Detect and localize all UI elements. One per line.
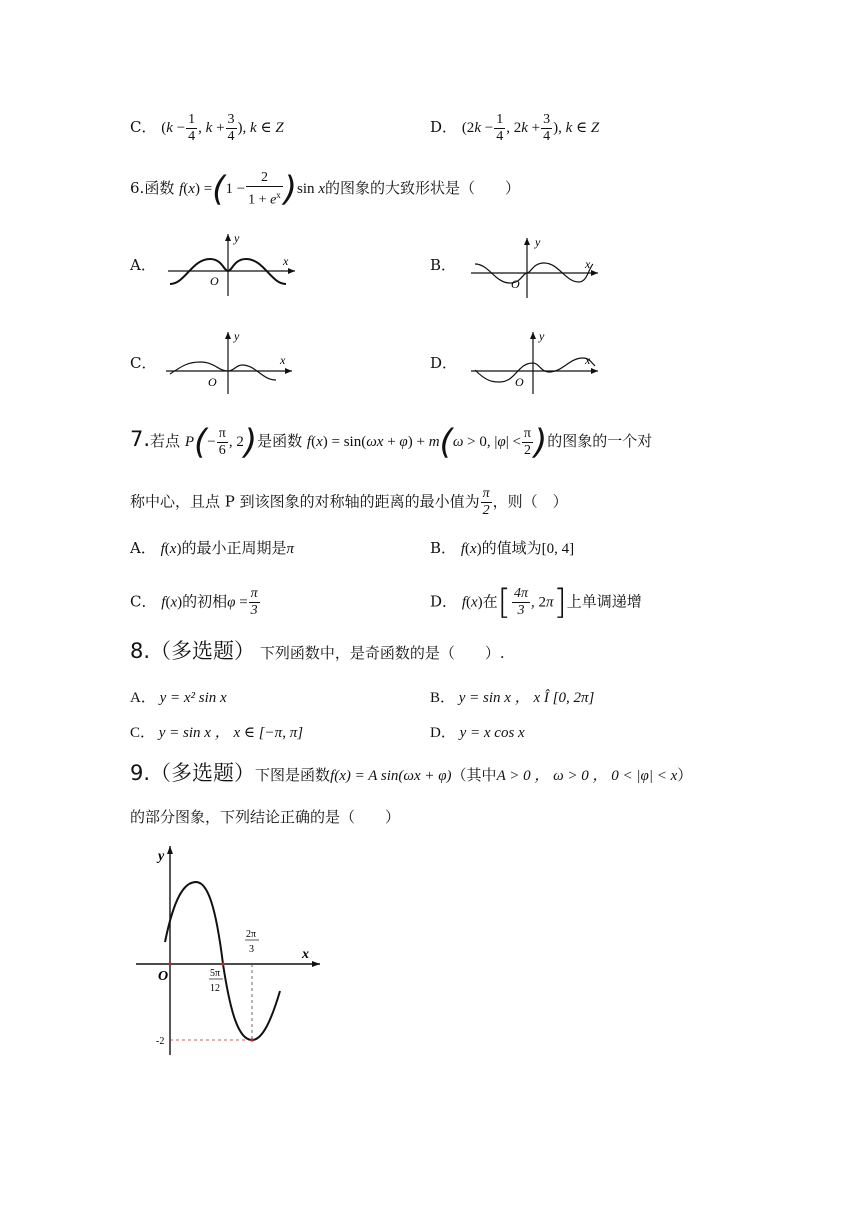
ymin-label: -2 <box>156 1036 165 1047</box>
origin-label: O <box>158 969 169 984</box>
q7-line2-end: ，则（ ） <box>492 492 568 511</box>
q7-stem-line1 <box>130 422 653 463</box>
q7-post: 的图象的一个对 <box>547 431 653 450</box>
option-label: A． <box>130 690 156 706</box>
q6-post: 的图象的大致形状是（ ） <box>324 178 520 197</box>
q5-option-c-formula: (k − $\frac{1}{4}$ , k + $\frac{3}{4}$ ), k ∈ Z <box>161 112 284 144</box>
q6-stem <box>130 170 520 209</box>
question-number: 8. <box>130 639 151 663</box>
option-label: D． <box>430 592 458 611</box>
q7-min-distance: $\frac{\pi}{2}$ <box>482 486 490 518</box>
q6-formula: f(x) =(1 − $\frac{2}{1 + e^x}$ )sin x <box>179 169 325 210</box>
multi-choice-tag: （多选题） <box>150 761 256 785</box>
q8-option-d-text: y = x cos x <box>459 725 525 741</box>
origin-label: O <box>511 277 520 291</box>
axis-y-label: y <box>539 329 545 343</box>
q8-option-c <box>130 722 303 744</box>
multi-choice-tag: （多选题） <box>150 639 256 663</box>
q7-option-a: A． f(x)的最小正周期是π <box>130 539 294 557</box>
q6-graph-d <box>465 326 605 396</box>
q8-option-a-text: y = x² sin x <box>159 690 227 706</box>
q5-option-d <box>430 112 599 145</box>
q7-mid: 是函数 <box>257 431 303 450</box>
option-label: B． <box>430 690 456 706</box>
q9-formula: f(x) = A sin(ωx + φ) <box>330 768 452 784</box>
q7-option-d: D． f(x)在[ $\frac{4\pi}{3}$ , 2π]上单调递增 <box>430 582 642 623</box>
origin-label: O <box>208 375 217 389</box>
q8-option-a <box>130 687 227 709</box>
q7-option-c-text: 的初相 <box>182 592 228 611</box>
q7-option-d-text2: 上单调递增 <box>566 592 642 611</box>
q9-text3: ） <box>677 766 693 784</box>
origin-label: O <box>210 274 219 288</box>
q7-function: f(x) = sin(ωx + φ) + m(ω > 0, |φ| < $\frac{\pi}{2}$ ) <box>306 422 548 463</box>
question-number: 9. <box>130 761 151 785</box>
q8-option-c-text: y = sin x ， x ∈ [−π, π] <box>158 725 304 741</box>
tick-5pi12-den: 12 <box>210 983 220 994</box>
option-label: A． <box>130 539 156 557</box>
q6-graph-b <box>465 232 605 302</box>
axis-y-label: y <box>158 849 165 864</box>
axis-y-label: y <box>234 329 240 343</box>
q5-option-d-formula: (2k − $\frac{1}{4}$ , 2k + $\frac{3}{4}$ ), k ∈ Z <box>461 112 600 144</box>
tick-5pi12-num: 5π <box>210 968 221 979</box>
axis-x-label: x <box>585 353 591 367</box>
q7-option-d-text1: 在 <box>482 592 498 611</box>
q6-option-c-label: C． <box>130 354 157 372</box>
tick-2pi3-den: 3 <box>249 944 254 955</box>
axis-x-label: x <box>283 254 289 268</box>
axis-x-label: x <box>302 947 309 962</box>
q7-option-a-text: 的最小正周期是 <box>181 539 287 557</box>
q6-option-a-label: A． <box>130 256 156 274</box>
sine-curve <box>165 882 280 1040</box>
option-label: C． <box>130 117 157 136</box>
option-label: C． <box>130 725 156 741</box>
question-number: 6. <box>130 178 145 197</box>
q8-option-b-text: y = sin x ， x Î [0, 2π] <box>458 690 595 706</box>
q9-condition: A > 0 ， ω > 0 ， 0 < |φ| < x <box>496 768 678 784</box>
option-label: D． <box>430 117 458 136</box>
q9-stem-line1 <box>130 762 692 787</box>
tick-2pi3-num: 2π <box>246 929 257 940</box>
q7-stem-line2 <box>130 486 568 519</box>
q6-option-d-label: D． <box>430 354 458 372</box>
q5-option-c <box>130 112 284 145</box>
q7-option-b-text: 的值域为 <box>481 539 542 557</box>
question-number: 7. <box>130 426 151 451</box>
origin-label: O <box>515 375 524 389</box>
q7-option-c: C． f(x)的初相φ = $\frac{\pi}{3}$ <box>130 586 258 618</box>
q8-stem <box>130 640 505 664</box>
q9-stem-line2: 的部分图象，下列结论正确的是（ ） <box>130 808 401 826</box>
q9-text1: 下图是函数 <box>255 766 331 784</box>
option-label: D． <box>430 725 456 741</box>
q7-line2: 称中心，且点 P 到该图象的对称轴的距离的最小值为 <box>130 492 480 511</box>
axis-y-label: y <box>234 231 240 245</box>
q7-pre: 若点 <box>150 431 181 450</box>
q9-text2: （其中 <box>451 766 497 784</box>
q7-option-b: B． f(x)的值域为[0, 4] <box>430 539 575 557</box>
q8-option-d <box>430 722 525 744</box>
q6-graph-c <box>160 326 300 396</box>
q7-point: P(− $\frac{\pi}{6}$ , 2) <box>184 422 258 463</box>
q8-text: 下列函数中，是奇函数的是（ ）. <box>259 644 505 662</box>
q9-graph <box>130 840 340 1060</box>
q6-option-b-label: B． <box>430 256 457 274</box>
axis-x-label: x <box>280 353 286 367</box>
q6-graph-a <box>160 228 300 298</box>
axis-y-label: y <box>535 235 541 249</box>
q6-pre: 函数 <box>144 178 175 197</box>
axis-x-label: x <box>585 257 591 271</box>
option-label: C． <box>130 592 157 611</box>
option-label: B． <box>430 539 457 557</box>
q8-option-b <box>430 687 594 709</box>
